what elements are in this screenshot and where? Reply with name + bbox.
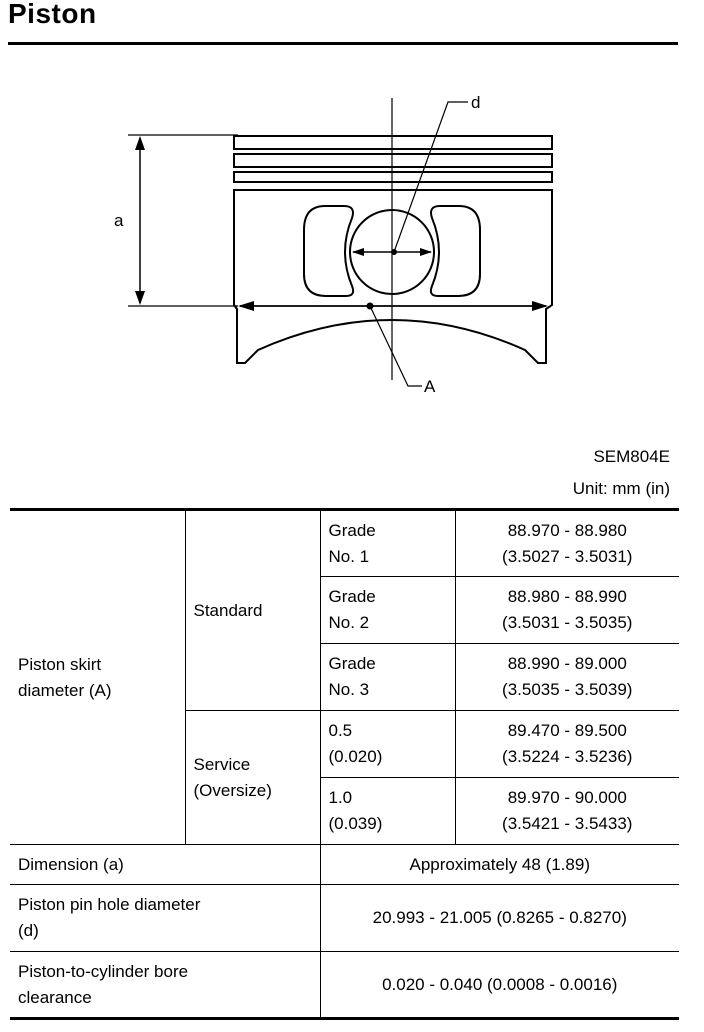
piston-body [234, 190, 552, 363]
label-A: A [424, 377, 436, 396]
unit-note: Unit: mm (in) [572, 479, 670, 498]
service-label: Service (Oversize) [185, 711, 320, 845]
piston-spec-table [10, 508, 679, 1020]
leader-d [394, 102, 468, 252]
table-row [10, 952, 679, 1019]
standard-label: Standard [185, 510, 320, 711]
dimension-value: Approximately 48 (1.89) [320, 845, 679, 885]
pin-boss-right [431, 206, 480, 296]
piston-diagram [0, 80, 704, 410]
clearance-value: 0.020 - 0.040 (0.0008 - 0.0016) [320, 952, 679, 1019]
piston-ring-top [234, 136, 552, 149]
label-d: d [471, 93, 481, 112]
value-cell: 88.970 - 88.980 (3.5027 - 3.5031) [455, 510, 679, 577]
figure-code: SEM804E [593, 447, 670, 466]
value-cell: 88.990 - 89.000 (3.5035 - 3.5039) [455, 644, 679, 711]
oversize-cell: 0.5 (0.020) [320, 711, 455, 778]
piston-skirt-label: Piston skirt diameter (A) [10, 510, 185, 845]
piston-ring-middle [234, 154, 552, 167]
grade-cell: Grade No. 3 [320, 644, 455, 711]
pin-boss-left [304, 206, 353, 296]
pin-hole-label: Piston pin hole diameter (d) [10, 885, 320, 952]
table-row [10, 845, 679, 885]
value-cell: 88.980 - 88.990 (3.5031 - 3.5035) [455, 577, 679, 644]
dimension-label: Dimension (a) [10, 845, 320, 885]
page-title: Piston [8, 0, 97, 29]
pin-hole-value: 20.993 - 21.005 (0.8265 - 0.8270) [320, 885, 679, 952]
piston-ring-bottom [234, 172, 552, 182]
label-a: a [114, 211, 124, 230]
leader-A [370, 306, 422, 386]
grade-cell: Grade No. 1 [320, 510, 455, 577]
grade-cell: Grade No. 2 [320, 577, 455, 644]
table-row [10, 510, 679, 577]
table-row [10, 885, 679, 952]
value-cell: 89.970 - 90.000 (3.5421 - 3.5433) [455, 778, 679, 845]
oversize-cell: 1.0 (0.039) [320, 778, 455, 845]
title-rule [8, 42, 678, 45]
value-cell: 89.470 - 89.500 (3.5224 - 3.5236) [455, 711, 679, 778]
clearance-label: Piston-to-cylinder bore clearance [10, 952, 320, 1019]
